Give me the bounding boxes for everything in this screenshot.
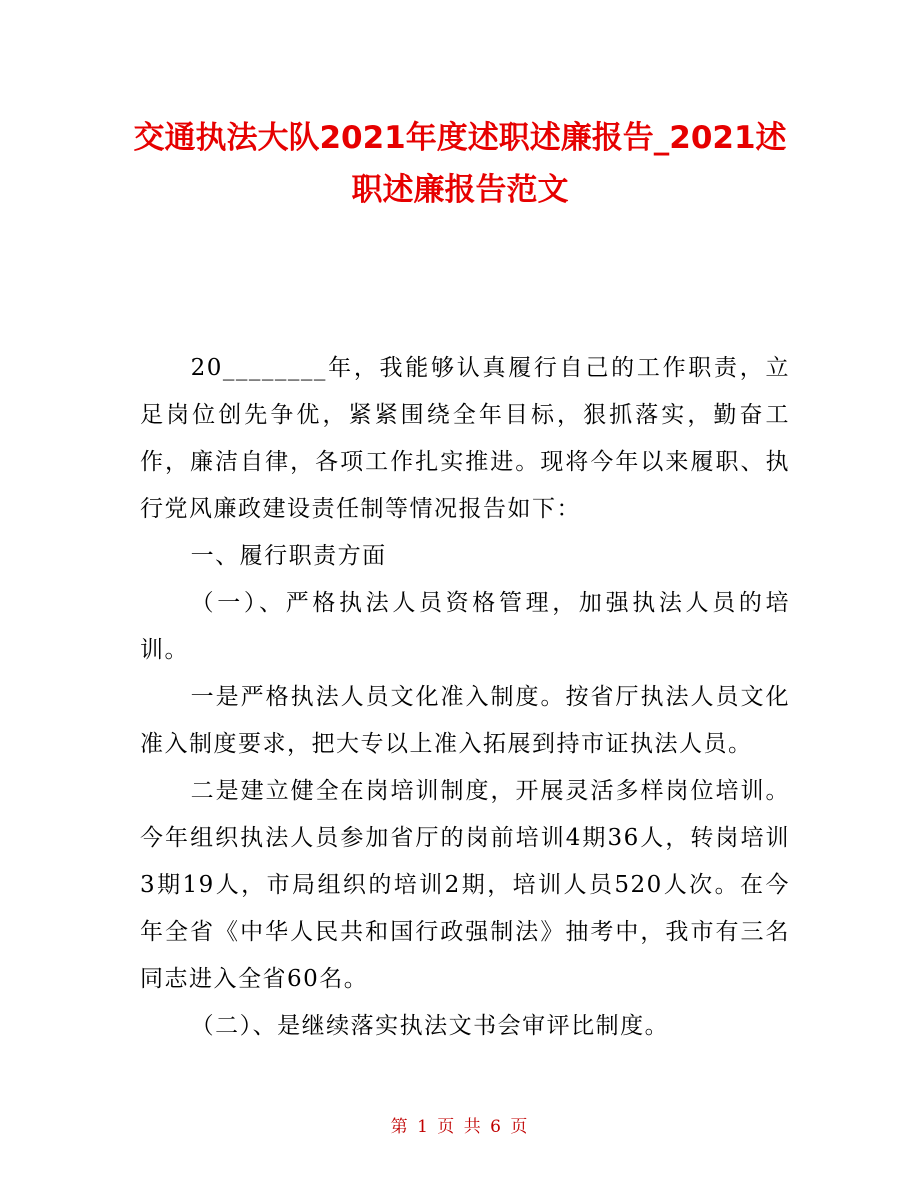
paragraph-section-heading: 一、履行职责方面 (190, 543, 387, 569)
document-body (140, 345, 790, 1050)
paragraph-item-1: 一是严格执法人员文化准入制度。按省厅执法人员文化准入制度要求，把大专以上准入拓展到持市证执法人员。 (140, 684, 790, 757)
page-footer: 第 1 页 共 6 页 (390, 1117, 530, 1137)
paragraph-intro: 20________年，我能够认真履行自己的工作职责，立足岗位创先争优，紧紧围绕全年目标，狠抓落实，勤奋工作，廉洁自律，各项工作扎实推进。现将今年以来履职、执行党风廉政建设责任制等情况报告如下： (140, 355, 790, 522)
document-title: 交通执法大队2021年度述职述廉报告_2021述职述廉报告范文 (133, 120, 787, 208)
paragraph-subsection-1: （一）、严格执法人员资格管理，加强执法人员的培训。 (140, 590, 790, 663)
paragraph-item-2: 二是建立健全在岗培训制度，开展灵活多样岗位培训。今年组织执法人员参加省厅的岗前培训4期36人，转岗培训3期19人，市局组织的培训2期，培训人员520人次。在今年全省《中华人民共和国行政强制法》抽考中，我市有三名同志进入全省60名。 (140, 778, 790, 992)
paragraph-subsection-2: （二）、是继续落实执法文书会审评比制度。 (190, 1013, 670, 1039)
